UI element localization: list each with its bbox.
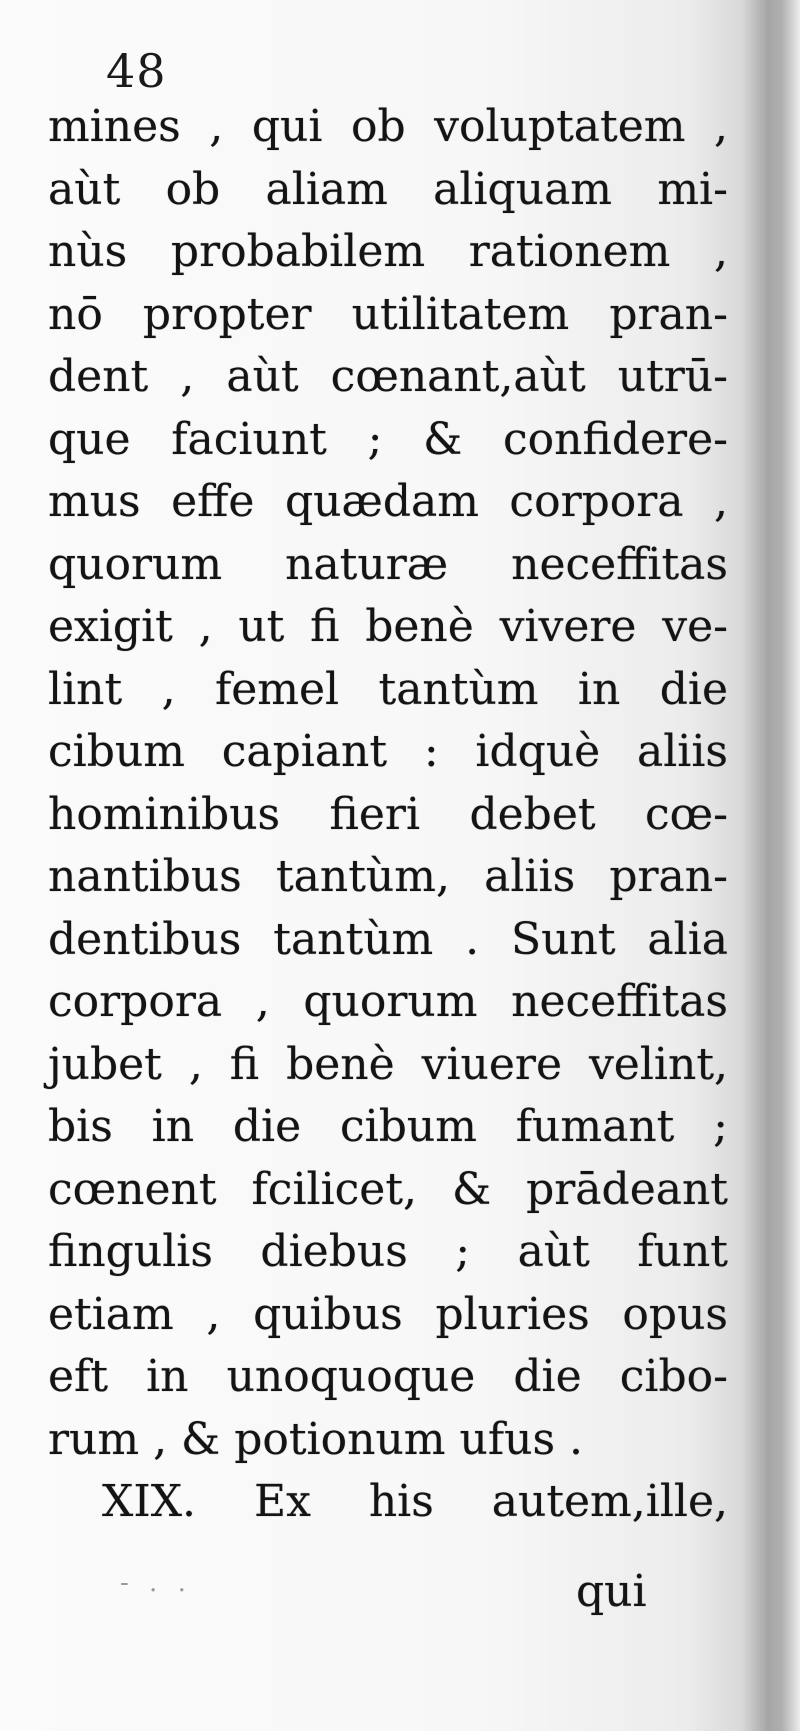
text-line: lint , femel tantùm in die <box>48 663 728 715</box>
section-heading-line: XIX. Ex his autem,ille, <box>102 1476 728 1527</box>
text-line: dentibus tantùm . Sunt alia <box>48 913 728 965</box>
page-gutter-shadow <box>740 0 800 1731</box>
text-line: etiam , quibus pluries opus <box>48 1288 728 1340</box>
text-line: hominibus fieri debet cœ- <box>48 788 728 840</box>
text-line: exigit , ut fi benè vivere ve- <box>48 601 728 652</box>
text-line: aùt ob aliam aliquam mi- <box>48 163 728 215</box>
text-line: cibum capiant : idquè aliis <box>48 726 728 777</box>
text-line: nùs probabilem rationem , <box>48 226 728 277</box>
text-line: fingulis diebus ; aùt funt <box>48 1226 728 1277</box>
text-line: bis in die cibum fumant ; <box>48 1101 728 1152</box>
catchword: qui <box>576 1566 647 1617</box>
text-line: nantibus tantùm, aliis pran- <box>48 851 728 902</box>
text-line: mines , qui ob voluptatem , <box>48 101 728 152</box>
text-line: jubet , fi benè viuere velint, <box>48 1038 728 1090</box>
text-line: quorum naturæ neceffitas <box>48 538 728 590</box>
text-line: eft in unoquoque die cibo- <box>48 1351 728 1402</box>
text-block <box>48 96 728 1534</box>
text-line: rum , & potionum ufus . <box>48 1413 584 1465</box>
text-line: cœnent fcilicet, & prādeant <box>48 1163 728 1215</box>
page-number: 48 <box>106 44 167 98</box>
text-line: mus effe quædam corpora , <box>48 476 728 527</box>
text-line: que faciunt ; & confidere- <box>48 413 728 465</box>
print-specks: - . . <box>120 1568 192 1598</box>
text-line: nō propter utilitatem pran- <box>48 288 728 340</box>
text-line: corpora , quorum neceffitas <box>48 976 728 1027</box>
text-line: dent , aùt cœnant,aùt utrū- <box>48 351 728 402</box>
